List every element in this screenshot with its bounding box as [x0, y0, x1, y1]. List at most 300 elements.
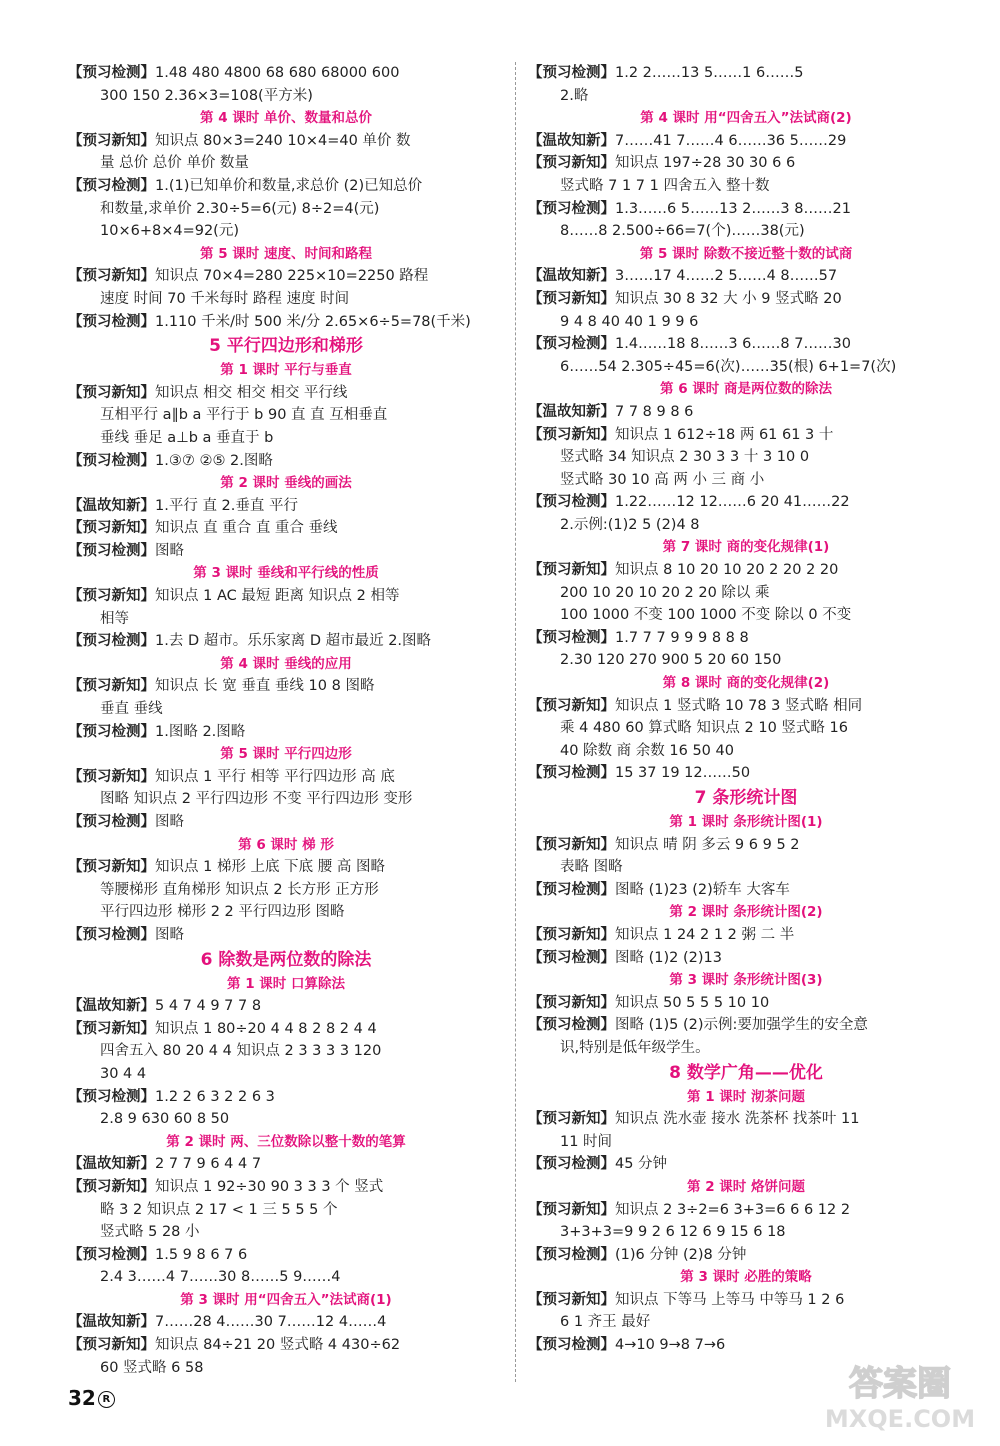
lesson-heading: 第 1 课时 条形统计图(1) [669, 814, 823, 830]
answer-line [68, 265, 504, 288]
answer-line [68, 404, 504, 427]
section-tag: 【预习新知】 [528, 290, 615, 307]
answer-text: 15 37 19 12……50 [615, 765, 751, 782]
answer-entry [68, 495, 504, 518]
answer-text: 1.7 7 7 9 9 9 8 8 8 [615, 629, 749, 646]
answer-line [528, 1334, 964, 1357]
section-tag: 【温故知新】 [68, 1156, 155, 1173]
answer-text: 知识点 8 10 20 10 20 2 20 2 20 [615, 562, 839, 579]
section-tag: 【预习新知】 [528, 426, 615, 443]
answer-line [528, 695, 964, 718]
answer-text: 图略 (1)5 (2)示例:要加强学生的安全意 [615, 1017, 868, 1034]
answer-text: 2.4 3……4 7……30 8……5 9……4 [100, 1269, 341, 1286]
section-tag: 【预习新知】 [68, 768, 155, 785]
section-tag: 【预习新知】 [528, 994, 615, 1011]
answer-text: 5 4 7 4 9 7 7 8 [155, 998, 262, 1015]
answer-text: 竖式略 30 10 高 两 小 三 商 小 [560, 471, 765, 488]
lesson-heading: 第 5 课时 除数不接近整十数的试商 [639, 245, 853, 262]
answer-line [528, 1037, 964, 1060]
section-tag: 【预习新知】 [528, 562, 615, 579]
lesson-heading: 第 3 课时 垂线和平行线的性质 [193, 565, 379, 582]
answer-line [528, 1289, 964, 1312]
lesson-heading: 第 1 课时 口算除法 [227, 975, 345, 992]
answer-text: 略 3 2 知识点 2 17 < 1 三 5 5 5 个 [100, 1201, 338, 1218]
answer-text: 知识点 长 宽 垂直 垂线 10 8 图略 [155, 678, 375, 695]
answer-text: 1.3……6 5……13 2……3 8……21 [615, 200, 851, 217]
lesson-heading: 第 2 课时 垂线的画法 [220, 475, 352, 492]
answer-text: 图略 [155, 542, 184, 559]
watermark-title: 答案圈 [849, 1364, 951, 1404]
answer-line [68, 608, 504, 631]
answer-entry [528, 627, 964, 672]
answer-text: 10×6+8×4=92(元) [100, 223, 239, 240]
answer-entry [528, 424, 964, 492]
answer-line [528, 288, 964, 311]
answer-text: 知识点 1 竖式略 10 78 3 竖式略 相同 [615, 697, 863, 714]
answer-entry [68, 675, 504, 720]
answer-text: 知识点 70×4=280 225×10=2250 路程 [155, 268, 429, 285]
lesson-heading: 第 2 课时 两、三位数除以整十数的笔算 [166, 1133, 406, 1150]
section-tag: 【预习检测】 [68, 1088, 155, 1105]
answer-line [68, 901, 504, 924]
section-tag: 【预习检测】 [528, 1156, 615, 1173]
answer-text: 200 10 20 10 20 2 20 除以 乘 [560, 584, 770, 601]
answer-line [528, 649, 964, 672]
answer-line [528, 1311, 964, 1334]
answer-text: 知识点 下等马 上等马 中等马 1 2 6 [615, 1291, 845, 1308]
section-tag: 【预习检测】 [528, 881, 615, 898]
answer-entry [68, 721, 504, 744]
section-tag: 【预习检测】 [528, 1337, 615, 1354]
answer-line [528, 198, 964, 221]
section-tag: 【预习检测】 [68, 814, 155, 830]
section-tag: 【预习检测】 [528, 949, 615, 966]
lesson-heading: 第 4 课时 垂线的应用 [220, 655, 352, 672]
section-tag: 【温故知新】 [68, 1314, 155, 1331]
answer-text: 1.4……18 8……3 6……8 7……30 [615, 336, 851, 353]
answer-text: 知识点 197÷28 30 30 6 6 [615, 155, 796, 172]
answer-line [68, 879, 504, 902]
answer-text: 知识点 1 平行 相等 平行四边形 高 底 [155, 768, 395, 785]
answer-line [528, 152, 964, 175]
answer-entry [68, 517, 504, 540]
answer-line [68, 85, 504, 108]
answer-line [68, 856, 504, 879]
answer-line [68, 1266, 504, 1289]
answer-entry [528, 198, 964, 243]
section-tag: 【预习检测】 [68, 542, 155, 559]
answer-text: 1.去 D 超市。乐乐家离 D 超市最近 2.图略 [155, 633, 432, 650]
answer-entry [528, 992, 964, 1015]
answer-text: 知识点 洗水壶 接水 洗茶杯 找茶叶 11 [615, 1111, 860, 1128]
answer-text: 知识点 1 AC 最短 距离 知识点 2 相等 [155, 588, 400, 605]
answer-line [528, 514, 964, 537]
answer-entry [528, 1244, 964, 1267]
answer-line [68, 1334, 504, 1357]
answer-text: 乘 4 480 60 算式略 知识点 2 10 竖式略 16 [560, 720, 848, 737]
answer-line [528, 1108, 964, 1131]
answer-line [68, 1176, 504, 1199]
answer-line [68, 698, 504, 721]
answer-text: 100 1000 不变 100 1000 不变 除以 0 不变 [560, 607, 852, 624]
answer-text: 1.110 千米/时 500 米/分 2.65×6÷5=78(千米) [155, 313, 471, 330]
answer-entry [68, 1018, 504, 1086]
section-tag: 【预习检测】 [68, 313, 155, 330]
section-tag: 【预习检测】 [528, 336, 615, 353]
answer-text: 1.48 480 4800 68 680 68000 600 [155, 65, 400, 81]
answer-line [528, 130, 964, 153]
answer-text: 表略 图略 [560, 859, 623, 876]
answer-line [528, 879, 964, 902]
section-tag: 【预习检测】 [528, 629, 615, 646]
answer-line [68, 1063, 504, 1086]
answer-text: 6……54 2.305÷45=6(次)……35(根) 6+1=7(次) [560, 358, 897, 375]
answer-text: 1.(1)已知单价和数量,求总价 (2)已知总价 [155, 177, 423, 194]
answer-text: 竖式略 5 28 小 [100, 1224, 200, 1241]
lesson-heading: 第 2 课时 烙饼问题 [687, 1178, 805, 1195]
answer-line [528, 1131, 964, 1154]
section-tag: 【预习检测】 [68, 926, 155, 943]
unit-heading: 8 数学广角——优化 [669, 1062, 823, 1083]
answer-text: 300 150 2.36×3=108(平方米) [100, 87, 313, 104]
answer-line [528, 762, 964, 785]
section-tag: 【预习新知】 [68, 520, 155, 537]
section-tag: 【预习新知】 [528, 1291, 615, 1308]
answer-entry [68, 1334, 504, 1379]
answer-entry [528, 491, 964, 536]
answer-text: 9 4 8 40 40 1 9 9 6 [560, 313, 699, 330]
answer-entry [68, 995, 504, 1018]
answer-entry [68, 175, 504, 243]
answer-text: 知识点 50 5 5 5 10 10 [615, 994, 770, 1011]
section-tag: 【预习检测】 [68, 633, 155, 650]
answer-text: (1)6 分钟 (2)8 分钟 [615, 1246, 747, 1263]
answer-text: 相等 [100, 610, 129, 627]
section-tag: 【预习新知】 [68, 1178, 155, 1195]
answer-line [528, 834, 964, 857]
answer-text: 40 除数 商 余数 16 50 40 [560, 742, 734, 759]
section-tag: 【预习检测】 [68, 723, 155, 740]
answer-text: 1.22……12 12……6 20 41……22 [615, 494, 850, 511]
answer-text: 速度 时间 70 千米每时 路程 速度 时间 [100, 290, 350, 307]
lesson-heading: 第 3 课时 必胜的策略 [680, 1269, 812, 1286]
answer-line [68, 811, 504, 834]
answer-line [68, 311, 504, 334]
answer-line [528, 992, 964, 1015]
section-tag: 【预习检测】 [528, 765, 615, 782]
answer-line [528, 401, 964, 424]
watermark-logo [820, 1355, 980, 1435]
answer-entry [528, 1289, 964, 1334]
section-tag: 【预习检测】 [528, 65, 615, 81]
section-tag: 【预习检测】 [68, 1246, 155, 1263]
answer-entry [528, 152, 964, 197]
answer-line [68, 721, 504, 744]
answer-entry [68, 1311, 504, 1334]
answer-entry [528, 288, 964, 333]
answer-entry [68, 311, 504, 334]
answer-text: 1.图略 2.图略 [155, 723, 246, 740]
answer-text: 图略 知识点 2 平行四边形 不变 平行四边形 变形 [100, 791, 413, 808]
answer-line [68, 924, 504, 947]
answer-line [528, 740, 964, 763]
answer-line [68, 517, 504, 540]
answer-line [528, 856, 964, 879]
answer-line [528, 1014, 964, 1037]
answer-text: 知识点 1 92÷30 90 3 3 3 个 竖式 [155, 1178, 384, 1195]
answer-line [68, 1221, 504, 1244]
section-tag: 【预习检测】 [68, 452, 155, 469]
answer-text: 11 时间 [560, 1133, 613, 1150]
answer-entry [528, 1108, 964, 1153]
page-number: 32 R [68, 1386, 115, 1410]
answer-text: 知识点 相交 相交 相交 平行线 [155, 384, 348, 401]
answer-text: 1.2 2 6 3 2 2 6 3 [155, 1088, 275, 1105]
answer-text: 7 7 8 9 8 6 [615, 403, 694, 420]
answer-text: 垂线 垂足 a⊥b a 垂直于 b [100, 429, 274, 446]
lesson-heading: 第 6 课时 商是两位数的除法 [660, 381, 832, 398]
answer-line [68, 288, 504, 311]
section-tag: 【预习新知】 [528, 155, 615, 172]
left-column [68, 62, 504, 1379]
answer-line [68, 1040, 504, 1063]
section-tag: 【预习检测】 [528, 200, 615, 217]
answer-text: 垂直 垂线 [100, 701, 163, 718]
answer-entry [68, 540, 504, 563]
answer-text: 图略 (1)2 (2)13 [615, 949, 722, 966]
answer-line [528, 559, 964, 582]
answer-line [528, 333, 964, 356]
answer-line [528, 947, 964, 970]
answer-entry [528, 130, 964, 153]
answer-text: 和数量,求单价 2.30÷5=6(元) 8÷2=4(元) [100, 200, 380, 217]
answer-line [528, 582, 964, 605]
answer-entry [528, 401, 964, 424]
answer-text: 2.示例:(1)2 5 (2)4 8 [560, 516, 700, 533]
answer-line [68, 62, 504, 85]
section-tag: 【预习检测】 [528, 1246, 615, 1263]
answer-entry [528, 947, 964, 970]
answer-line [528, 491, 964, 514]
answer-text: 知识点 1 24 2 1 2 粥 二 半 [615, 926, 795, 943]
section-tag: 【预习新知】 [528, 1111, 615, 1128]
section-tag: 【预习新知】 [528, 697, 615, 714]
section-tag: 【预习新知】 [528, 836, 615, 853]
section-tag: 【预习新知】 [68, 1337, 155, 1354]
answer-text: 2 7 7 9 6 4 4 7 [155, 1156, 262, 1173]
lesson-heading: 第 2 课时 条形统计图(2) [669, 904, 823, 921]
answer-entry [68, 62, 504, 107]
answer-entry [528, 1199, 964, 1244]
answer-line [528, 175, 964, 198]
answer-entry [68, 1153, 504, 1176]
answer-text: 1.2 2……13 5……1 6……5 [615, 65, 804, 81]
answer-entry [68, 1176, 504, 1244]
lesson-heading: 第 1 课时 沏茶问题 [687, 1088, 805, 1105]
answer-line [68, 1153, 504, 1176]
answer-text: 竖式略 34 知识点 2 30 3 3 十 3 10 0 [560, 449, 810, 466]
answer-text: 60 竖式略 6 58 [100, 1359, 204, 1376]
answer-line [68, 766, 504, 789]
answer-entry [528, 265, 964, 288]
unit-heading: 6 除数是两位数的除法 [200, 949, 372, 970]
answer-entry [528, 834, 964, 879]
answer-text: 2.8 9 630 60 8 50 [100, 1111, 230, 1128]
answer-entry [68, 630, 504, 653]
answer-line [68, 995, 504, 1018]
unit-heading: 5 平行四边形和梯形 [209, 336, 363, 357]
answer-line [528, 311, 964, 334]
answer-line [68, 788, 504, 811]
answer-line [68, 130, 504, 153]
answer-text: 平行四边形 梯形 2 2 平行四边形 图略 [100, 904, 345, 921]
answer-entry [528, 1014, 964, 1059]
section-tag: 【预习检测】 [68, 177, 155, 194]
answer-entry [68, 811, 504, 834]
answer-text: 45 分钟 [615, 1156, 668, 1173]
answer-text: 知识点 80×3=240 10×4=40 单价 数 [155, 132, 411, 149]
answer-entry [528, 333, 964, 378]
answer-line [68, 1311, 504, 1334]
answer-line [68, 1199, 504, 1222]
answer-text: 互相平行 a∥b a 平行于 b 90 直 直 互相垂直 [100, 407, 388, 424]
answer-text: 知识点 1 612÷18 两 61 61 3 十 [615, 426, 834, 443]
answer-line [528, 85, 964, 108]
answer-text: 2.30 120 270 900 5 20 60 150 [560, 652, 782, 669]
answer-text: 6 1 齐王 最好 [560, 1314, 651, 1331]
answer-text: 图略 [155, 814, 184, 830]
lesson-heading: 第 4 课时 用“四舍五入”法试商(2) [640, 110, 852, 127]
answer-text: 8……8 2.500÷66=7(个)……38(元) [560, 223, 805, 240]
section-tag: 【预习新知】 [68, 132, 155, 149]
answer-line [528, 62, 964, 85]
answer-entry [528, 695, 964, 763]
answer-entry [528, 1153, 964, 1176]
answer-text: 等腰梯形 直角梯形 知识点 2 长方形 正方形 [100, 881, 379, 898]
answer-text: 3……17 4……2 5……4 8……57 [615, 268, 838, 285]
answer-text: 识,特别是低年级学生。 [560, 1039, 710, 1056]
lesson-heading: 第 1 课时 平行与垂直 [220, 362, 352, 379]
section-tag: 【温故知新】 [68, 998, 155, 1015]
answer-line [68, 540, 504, 563]
section-tag: 【预习新知】 [68, 268, 155, 285]
section-tag: 【预习新知】 [528, 1201, 615, 1218]
answer-line [528, 924, 964, 947]
answer-text: 图略 (1)23 (2)轿车 大客车 [615, 881, 790, 898]
edition-badge-icon: R [98, 1391, 115, 1408]
section-tag: 【预习检测】 [68, 65, 155, 81]
answer-text: 图略 [155, 926, 184, 943]
lesson-heading: 第 4 课时 单价、数量和总价 [200, 110, 372, 127]
answer-entry [528, 559, 964, 627]
answer-line [68, 152, 504, 175]
answer-line [68, 220, 504, 243]
section-tag: 【预习新知】 [68, 384, 155, 401]
answer-line [528, 1244, 964, 1267]
answer-text: 1.5 9 8 6 7 6 [155, 1246, 248, 1263]
answer-text: 1.③⑦ ②⑤ 2.图略 [155, 452, 273, 469]
answer-line [528, 424, 964, 447]
unit-heading: 7 条形统计图 [694, 788, 798, 808]
lesson-heading: 第 7 课时 商的变化规律(1) [662, 539, 830, 556]
answer-line [528, 220, 964, 243]
answer-entry [68, 585, 504, 630]
lesson-heading: 第 3 课时 用“四舍五入”法试商(1) [180, 1291, 392, 1308]
answer-line [528, 1153, 964, 1176]
section-tag: 【温故知新】 [528, 403, 615, 420]
section-tag: 【温故知新】 [68, 497, 155, 514]
answer-entry [68, 450, 504, 473]
answer-entry [528, 62, 964, 107]
answer-text: 知识点 2 3÷2=6 3+3=6 6 6 12 2 [615, 1201, 851, 1218]
answer-line [528, 1199, 964, 1222]
answer-text: 知识点 晴 阴 多云 9 6 9 5 2 [615, 836, 800, 853]
answer-text: 7……28 4……30 7……12 4……4 [155, 1314, 387, 1331]
section-tag: 【预习新知】 [68, 678, 155, 695]
column-divider [515, 62, 516, 1382]
answer-text: 1.平行 直 2.垂直 平行 [155, 497, 298, 514]
section-tag: 【温故知新】 [528, 268, 615, 285]
answer-line [528, 265, 964, 288]
answer-entry [68, 1086, 504, 1131]
answer-entry [68, 382, 504, 450]
lesson-heading: 第 3 课时 条形统计图(3) [669, 972, 823, 989]
answer-line [68, 630, 504, 653]
section-tag: 【预习新知】 [68, 1020, 155, 1037]
answer-line [528, 446, 964, 469]
answer-line [68, 175, 504, 198]
answer-line [68, 1086, 504, 1109]
lesson-heading: 第 5 课时 平行四边形 [220, 746, 352, 763]
answer-line [528, 604, 964, 627]
answer-text: 知识点 1 80÷20 4 4 8 2 8 2 4 4 [155, 1020, 377, 1037]
section-tag: 【温故知新】 [528, 132, 615, 149]
answer-line [68, 198, 504, 221]
answer-text: 7……41 7……4 6……36 5……29 [615, 132, 847, 149]
section-tag: 【预习新知】 [68, 588, 155, 605]
answer-text: 知识点 84÷21 20 竖式略 4 430÷62 [155, 1337, 401, 1354]
lesson-heading: 第 6 课时 梯 形 [238, 836, 334, 853]
answer-line [68, 1108, 504, 1131]
answer-entry [68, 766, 504, 811]
answer-text: 知识点 30 8 32 大 小 9 竖式略 20 [615, 290, 842, 307]
answer-line [68, 450, 504, 473]
answer-entry [68, 130, 504, 175]
answer-line [528, 1221, 964, 1244]
answer-line [68, 675, 504, 698]
answer-entry [68, 924, 504, 947]
answer-entry [528, 762, 964, 785]
answer-entry [68, 265, 504, 310]
section-tag: 【预习检测】 [528, 1017, 615, 1034]
answer-line [68, 427, 504, 450]
lesson-heading: 第 5 课时 速度、时间和路程 [200, 245, 372, 262]
answer-entry [528, 924, 964, 947]
answer-text: 竖式略 7 1 7 1 四舍五入 整十数 [560, 177, 770, 194]
watermark-url: MXQE.COM [824, 1405, 976, 1433]
answer-text: 四舍五入 80 20 4 4 知识点 2 3 3 3 3 120 [100, 1043, 382, 1060]
answer-text: 2.略 [560, 87, 589, 104]
answer-text: 30 4 4 [100, 1065, 147, 1082]
answer-text: 4→10 9→8 7→6 [615, 1337, 726, 1354]
answer-line [68, 585, 504, 608]
answer-text: 知识点 直 重合 直 重合 垂线 [155, 520, 338, 537]
answer-line [528, 717, 964, 740]
answer-text: 知识点 1 梯形 上底 下底 腰 高 图略 [155, 859, 385, 876]
lesson-heading: 第 8 课时 商的变化规律(2) [662, 675, 830, 692]
answer-line [528, 356, 964, 379]
answer-entry [528, 1334, 964, 1357]
